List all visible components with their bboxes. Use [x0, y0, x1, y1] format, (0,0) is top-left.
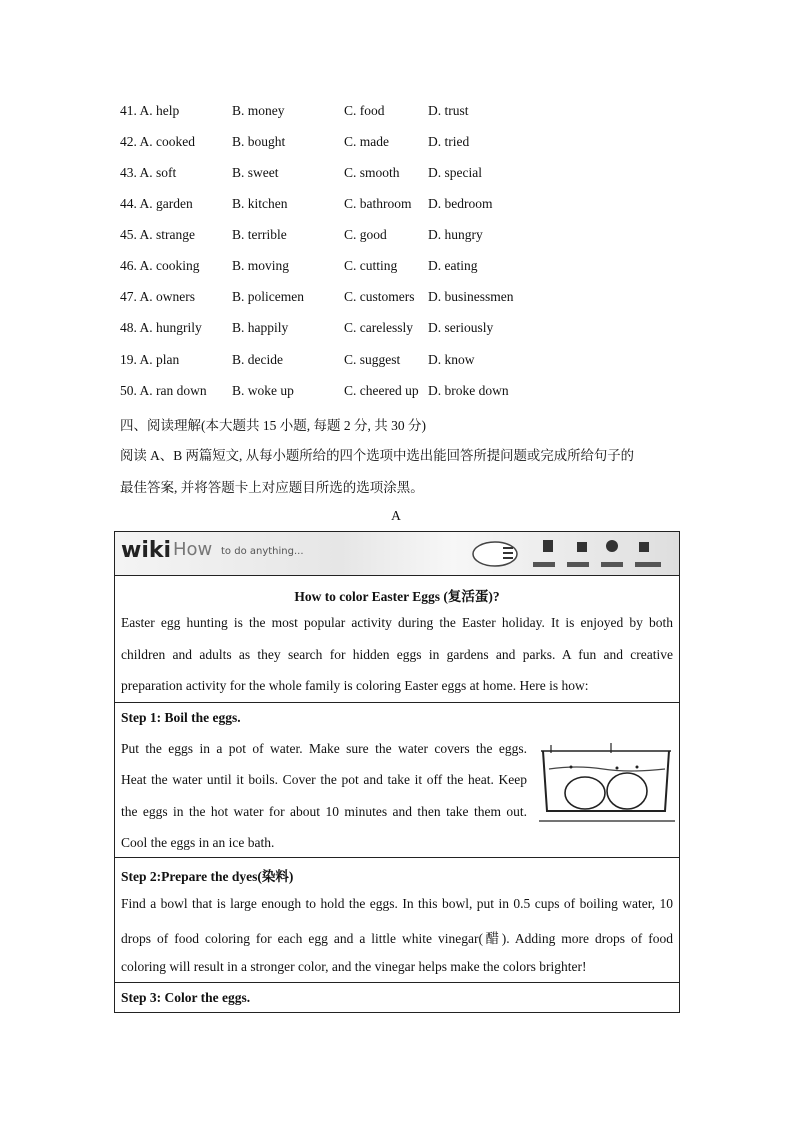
option-c: C. cutting	[344, 258, 398, 273]
step1-line: Cool the eggs in an ice bath.	[121, 835, 275, 850]
option-a: 47. A. owners	[120, 289, 195, 304]
step2-line: coloring will result in a stronger color, and the vinegar helps make the colors brighter!	[121, 959, 587, 974]
option-d: D. eating	[428, 258, 478, 273]
option-c: C. made	[344, 134, 389, 149]
option-b: B. money	[232, 103, 285, 118]
option-a: 41. A. help	[120, 103, 180, 118]
wikihow-logo: wiki	[121, 538, 172, 563]
option-b: B. decide	[232, 352, 283, 367]
intro-line: Easter egg hunting is the most popular activity during the Easter holiday. It is enjoyed by both	[121, 615, 673, 630]
option-a: 45. A. strange	[120, 227, 195, 242]
bookmark-icon	[577, 542, 587, 552]
wikihow-tagline: to do anything...	[221, 546, 304, 557]
option-b: B. bought	[232, 134, 286, 149]
option-b: B. terrible	[232, 227, 287, 242]
intro-line: children and adults as they search for hidden eggs in gardens and parks. A fun and creative	[121, 647, 673, 662]
option-c: C. suggest	[344, 352, 401, 367]
step2-section	[115, 857, 679, 982]
option-d: D. hungry	[428, 227, 483, 242]
option-d: D. broke down	[428, 383, 509, 398]
option-c: C. cheered up	[344, 383, 419, 398]
pencil-icon	[543, 540, 553, 552]
option-c: C. bathroom	[344, 196, 412, 211]
wikihow-banner	[115, 532, 679, 575]
option-c: C. good	[344, 227, 387, 242]
menu-icon	[639, 542, 649, 552]
option-a: 46. A. cooking	[120, 258, 200, 273]
instructions-line-2: 最佳答案, 并将答题卡上对应题目所选的选项涂黑。	[120, 480, 424, 495]
option-d: D. know	[428, 352, 475, 367]
option-c: C. customers	[344, 289, 415, 304]
article-box	[114, 531, 680, 1013]
option-c: C. smooth	[344, 165, 400, 180]
intro-section	[115, 575, 679, 702]
option-a: 50. A. ran down	[120, 383, 207, 398]
instructions-line-1: 阅读 A、B 两篇短文, 从每小题所给的四个选项中选出能回答所提问题或完成所给句子的	[120, 448, 635, 463]
step1-line: Heat the water until it boils. Cover the pot and take it off the heat. Keep	[121, 772, 527, 787]
option-d: D. seriously	[428, 320, 494, 335]
option-b: B. happily	[232, 320, 289, 335]
option-d: D. businessmen	[428, 289, 514, 304]
option-a: 48. A. hungrily	[120, 320, 202, 335]
option-c: C. food	[344, 103, 385, 118]
wikihow-logo-suffix: How	[173, 539, 213, 560]
option-a: 42. A. cooked	[120, 134, 195, 149]
option-b: B. sweet	[232, 165, 279, 180]
egg-icon	[565, 777, 605, 809]
option-c: C. carelessly	[344, 320, 413, 335]
step2-heading: Step 2:Prepare the dyes(染料)	[121, 869, 294, 884]
option-a: 44. A. garden	[120, 196, 193, 211]
step1-line: the eggs in the hot water for about 10 minutes and then take them out.	[121, 804, 527, 819]
step1-line: Put the eggs in a pot of water. Make sure the water covers the eggs.	[121, 741, 527, 756]
option-d: D. bedroom	[428, 196, 493, 211]
option-b: B. policemen	[232, 289, 304, 304]
option-b: B. kitchen	[232, 196, 288, 211]
option-a: 43. A. soft	[120, 165, 177, 180]
user-icon	[606, 540, 618, 552]
passage-label: A	[391, 508, 401, 523]
step2-line: drops of food coloring for each egg and a little white vinegar(醋). Adding more drops of food	[121, 931, 673, 946]
step1-section	[115, 702, 679, 857]
option-b: B. woke up	[232, 383, 294, 398]
article-title: How to color Easter Eggs (复活蛋)?	[294, 589, 500, 604]
section-heading: 四、阅读理解(本大题共 15 小题, 每题 2 分, 共 30 分)	[120, 418, 426, 433]
step1-heading: Step 1: Boil the eggs.	[121, 710, 241, 725]
intro-line: preparation activity for the whole family is coloring Easter eggs at home. Here is how:	[121, 678, 589, 693]
option-d: D. trust	[428, 103, 469, 118]
step2-line: Find a bowl that is large enough to hold the eggs. In this bowl, put in 0.5 cups of boiling water, 10	[121, 896, 673, 911]
option-d: D. tried	[428, 134, 470, 149]
banner-toolbar-icons	[459, 532, 679, 575]
step3-section	[115, 982, 679, 1012]
pot-of-eggs-illustration	[537, 741, 677, 823]
option-d: D. special	[428, 165, 482, 180]
option-b: B. moving	[232, 258, 290, 273]
egg-icon	[607, 773, 647, 809]
option-a: 19. A. plan	[120, 352, 180, 367]
step3-heading: Step 3: Color the eggs.	[121, 990, 251, 1005]
